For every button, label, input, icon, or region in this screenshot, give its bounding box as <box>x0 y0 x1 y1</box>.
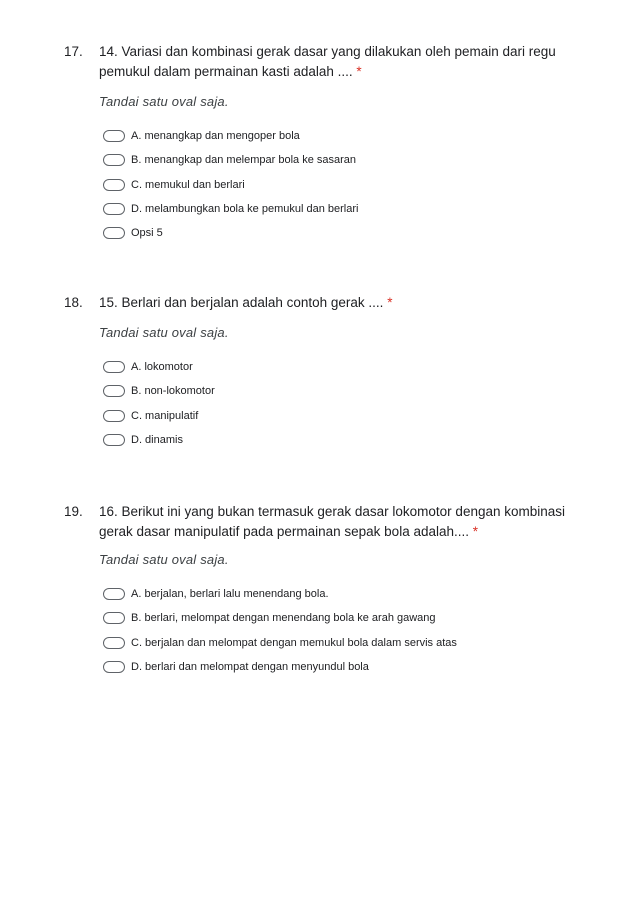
option-label: D. dinamis <box>131 434 183 447</box>
radio-oval[interactable] <box>103 588 125 600</box>
radio-oval[interactable] <box>103 637 125 649</box>
required-asterisk: * <box>387 295 393 310</box>
option-b[interactable] <box>103 148 358 172</box>
radio-oval[interactable] <box>103 227 125 239</box>
question-text: 14. Variasi dan kombinasi gerak dasar yang dilakukan oleh pemain dari regu pemukul dalam permainan kasti adalah .... <box>99 44 556 79</box>
option-label: B. berlari, melompat dengan menendang bola ke arah gawang <box>131 612 436 625</box>
question-number: 17. <box>64 44 83 59</box>
option-b[interactable] <box>103 379 215 403</box>
question-text: 16. Berikut ini yang bukan termasuk gerak dasar lokomotor dengan kombinasi gerak dasar manipulatif pada permainan sepak bola adalah.... <box>99 504 566 539</box>
radio-oval[interactable] <box>103 661 125 673</box>
question-title <box>99 293 569 313</box>
option-label: D. melambungkan bola ke pemukul dan berlari <box>131 203 359 216</box>
question-hint: Tandai satu oval saja. <box>99 94 229 109</box>
question-text: 15. Berlari dan berjalan adalah contoh gerak .... <box>99 295 384 310</box>
option-c[interactable] <box>103 631 457 655</box>
option-label: Opsi 5 <box>131 227 163 240</box>
question-title <box>99 502 569 542</box>
option-label: A. menangkap dan mengoper bola <box>131 130 300 143</box>
options-list <box>103 355 215 452</box>
question-hint: Tandai satu oval saja. <box>99 552 229 567</box>
option-label: A. berjalan, berlari lalu menendang bola. <box>131 588 329 601</box>
option-a[interactable] <box>103 355 215 379</box>
required-asterisk: * <box>472 524 479 539</box>
option-label: C. memukul dan berlari <box>131 178 245 191</box>
radio-oval[interactable] <box>103 179 125 191</box>
options-list <box>103 124 358 245</box>
option-d[interactable] <box>103 197 358 221</box>
option-label: B. non-lokomotor <box>131 385 215 398</box>
radio-oval[interactable] <box>103 385 125 397</box>
option-a[interactable] <box>103 582 457 606</box>
radio-oval[interactable] <box>103 410 125 422</box>
required-asterisk: * <box>356 64 362 79</box>
question-title <box>99 42 569 82</box>
options-list <box>103 582 457 679</box>
option-label: B. menangkap dan melempar bola ke sasaran <box>131 154 357 167</box>
option-label: C. manipulatif <box>131 409 199 422</box>
radio-oval[interactable] <box>103 612 125 624</box>
option-e[interactable] <box>103 221 358 245</box>
radio-oval[interactable] <box>103 434 125 446</box>
radio-oval[interactable] <box>103 203 125 215</box>
option-a[interactable] <box>103 124 358 148</box>
option-c[interactable] <box>103 173 358 197</box>
radio-oval[interactable] <box>103 361 125 373</box>
radio-oval[interactable] <box>103 130 125 142</box>
option-d[interactable] <box>103 428 215 452</box>
question-hint: Tandai satu oval saja. <box>99 325 229 340</box>
option-label: D. berlari dan melompat dengan menyundul bola <box>131 661 369 674</box>
radio-oval[interactable] <box>103 154 125 166</box>
option-label: A. lokomotor <box>131 361 193 374</box>
option-c[interactable] <box>103 404 215 428</box>
question-number: 19. <box>64 504 83 519</box>
option-d[interactable] <box>103 655 457 679</box>
option-label: C. berjalan dan melompat dengan memukul bola dalam servis atas <box>131 636 457 649</box>
option-b[interactable] <box>103 606 457 630</box>
question-number: 18. <box>64 295 83 310</box>
